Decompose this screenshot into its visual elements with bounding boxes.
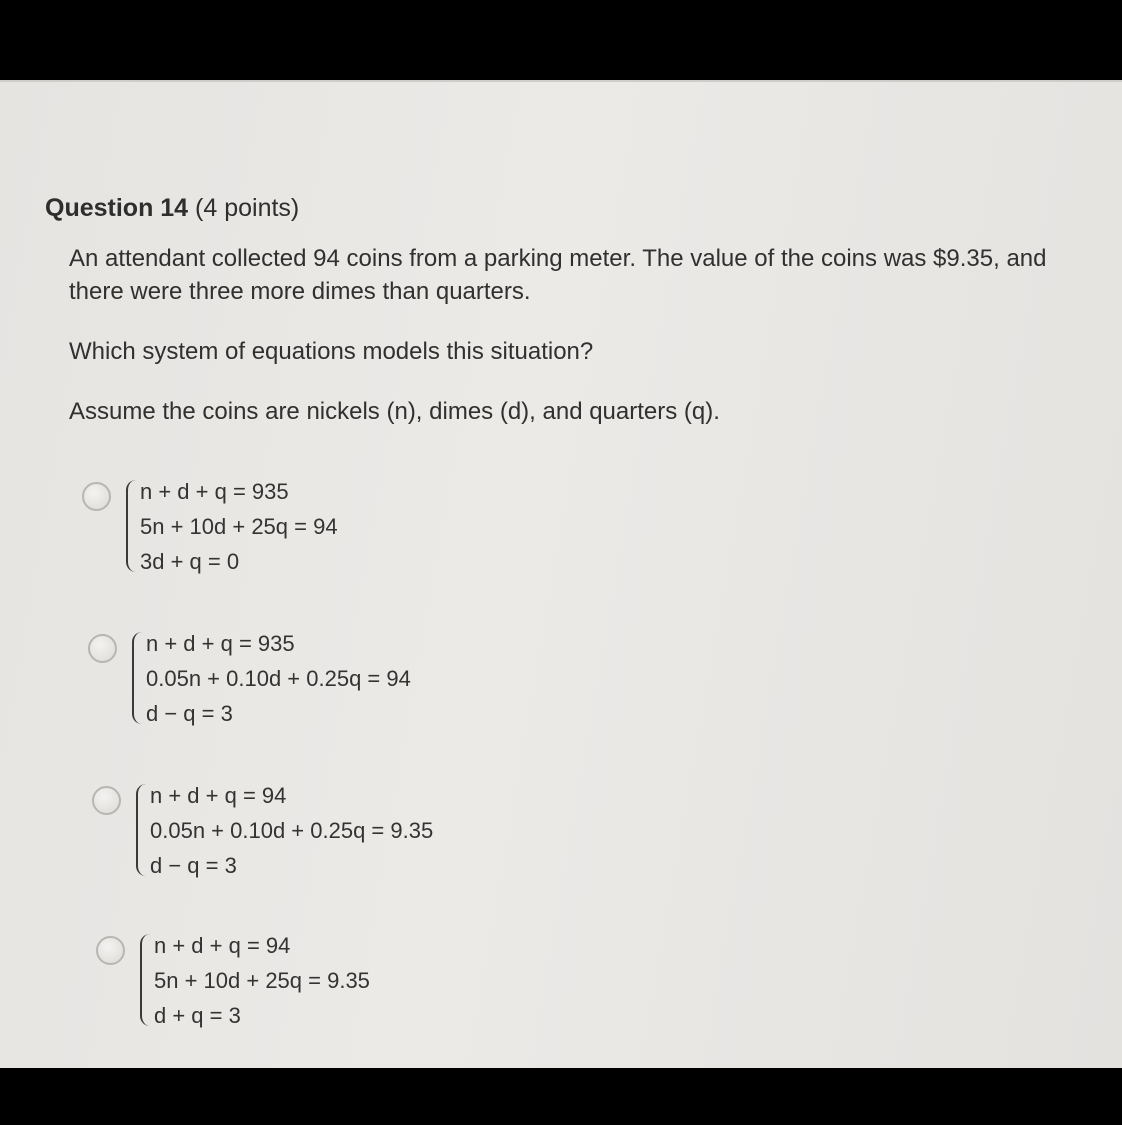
option-c-equation-2: 0.05n + 0.10d + 0.25q = 9.35 xyxy=(150,818,434,843)
question-prompt: Which system of equations models this situation? xyxy=(69,338,594,365)
question-body-line-2: there were three more dimes than quarters. xyxy=(69,278,531,305)
option-c-equations xyxy=(150,778,433,883)
question-points: (4 points) xyxy=(195,194,300,222)
question-body-line-1: An attendant collected 94 coins from a parking meter. The value of the coins was $9.35, and xyxy=(69,245,1047,272)
option-c-radio[interactable] xyxy=(92,786,121,815)
option-d-equation-1: n + d + q = 94 xyxy=(154,933,291,958)
option-b-equation-2: 0.05n + 0.10d + 0.25q = 94 xyxy=(146,666,411,691)
quiz-screen xyxy=(0,80,1122,1068)
option-a-equations xyxy=(140,474,338,579)
option-a-radio[interactable] xyxy=(82,482,111,511)
option-a-brace xyxy=(126,480,140,572)
option-a-equation-2: 5n + 10d + 25q = 94 xyxy=(140,514,338,539)
option-b-brace xyxy=(132,632,146,724)
question-body xyxy=(69,242,1046,308)
option-d-equations xyxy=(154,928,370,1033)
option-b-equation-3: d − q = 3 xyxy=(146,701,233,726)
option-c-brace xyxy=(136,784,150,876)
option-d-radio[interactable] xyxy=(96,936,125,965)
question-header xyxy=(45,194,299,223)
option-d-equation-3: d + q = 3 xyxy=(154,1003,241,1028)
top-divider xyxy=(0,80,1122,82)
option-b-equations xyxy=(146,626,411,731)
option-a-equation-1: n + d + q = 935 xyxy=(140,479,289,504)
option-c-equation-3: d − q = 3 xyxy=(150,853,237,878)
question-title: Question 14 xyxy=(45,194,189,222)
option-c-equation-1: n + d + q = 94 xyxy=(150,783,287,808)
option-d-equation-2: 5n + 10d + 25q = 9.35 xyxy=(154,968,370,993)
option-b-radio[interactable] xyxy=(88,634,117,663)
option-d-brace xyxy=(140,934,154,1026)
option-a-equation-3: 3d + q = 0 xyxy=(140,549,240,574)
question-assumption: Assume the coins are nickels (n), dimes (d), and quarters (q). xyxy=(69,398,720,425)
option-b-equation-1: n + d + q = 935 xyxy=(146,631,295,656)
